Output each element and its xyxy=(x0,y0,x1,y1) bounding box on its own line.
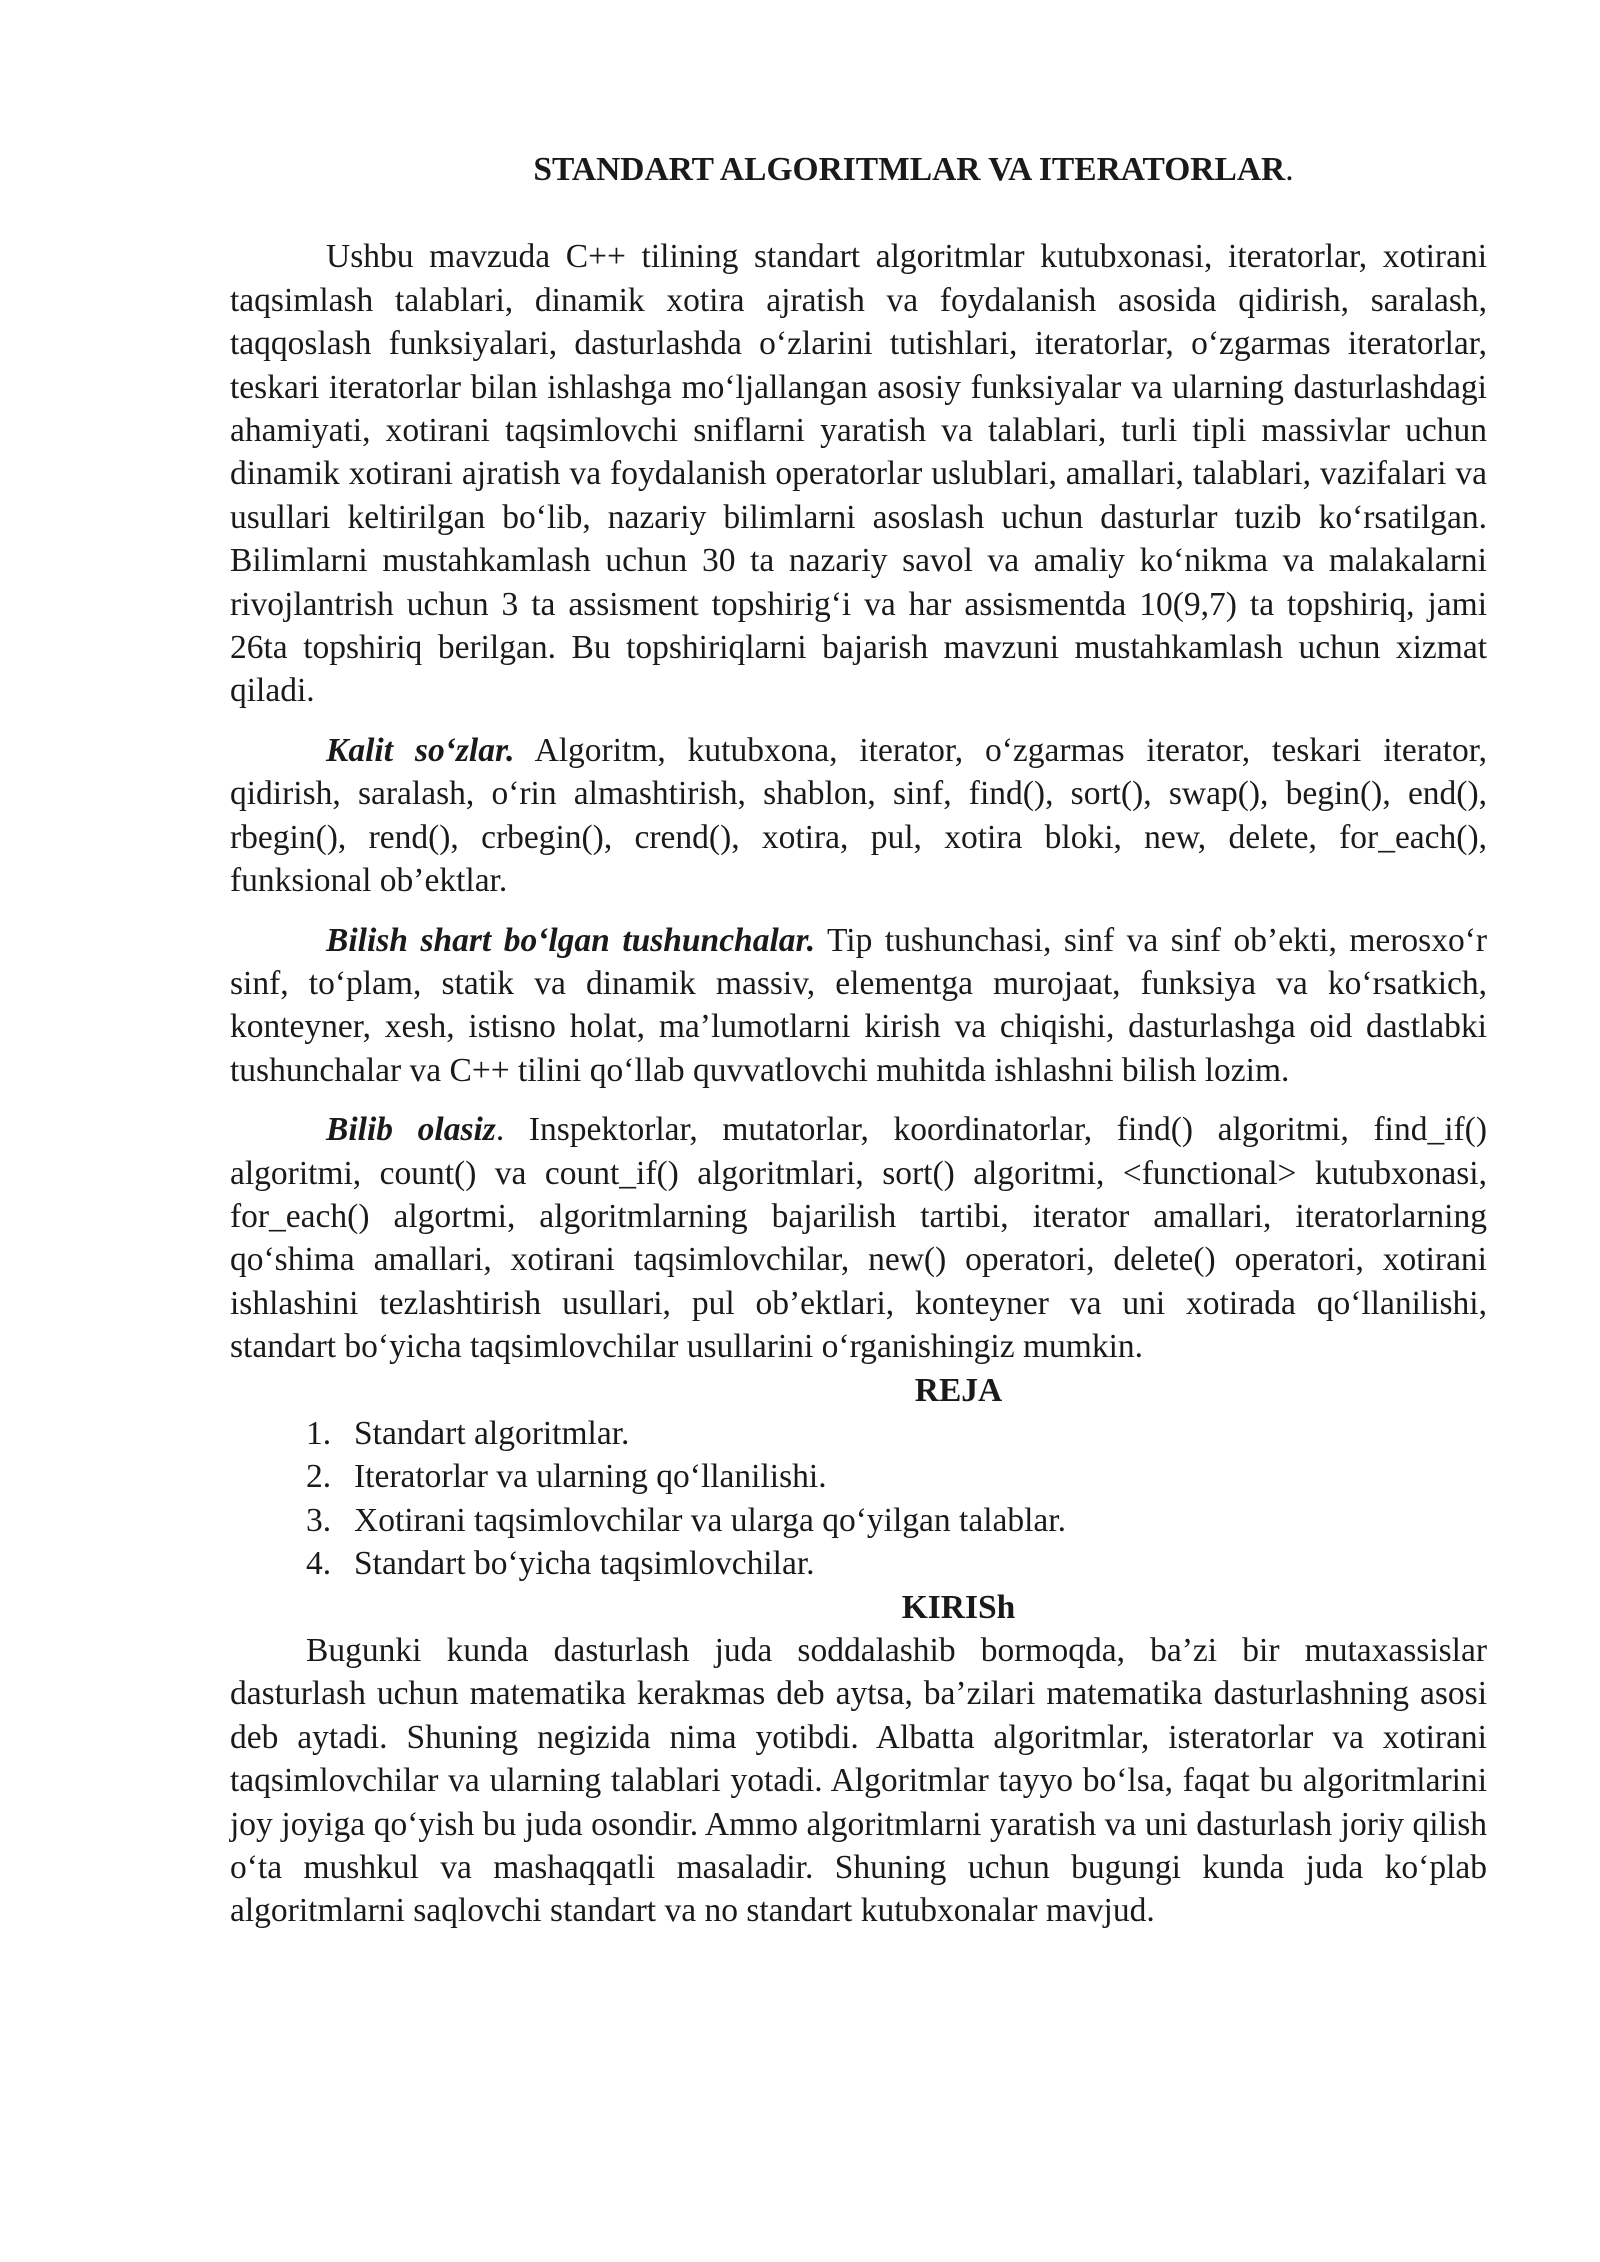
prerequisites-text: Tip tushunchasi, sinf va sinf ob’ekti, merosxo‘r sinf, to‘plam, statik va dinamik massiv, elementga murojaat, funksiya va ko‘rsatkich, konteyner, xesh, istisno holat, ma’lumotlarni kirish va chiqishi, dasturlashga oid dastlabki tushunchalar va C++ tilini qo‘llab quvvatlovchi muhitda ishlashni bilish lozim. xyxy=(230,921,1488,1089)
document-title xyxy=(230,148,1487,191)
plan-item-number: 3. xyxy=(306,1501,332,1539)
plan-item-text: Standart bo‘yicha taqsimlovchilar. xyxy=(354,1545,815,1583)
list-item xyxy=(306,1455,1487,1498)
title-text: STANDART ALGORITMLAR VA ITERATORLAR xyxy=(533,151,1286,188)
plan-item-number: 2. xyxy=(306,1458,332,1496)
intro-heading: KIRISh xyxy=(901,1588,1016,1626)
document-page xyxy=(230,148,1487,1933)
plan-item-text: Iteratorlar va ularning qo‘llanilishi. xyxy=(354,1458,827,1496)
keywords-paragraph xyxy=(230,729,1487,903)
plan-item-number: 1. xyxy=(306,1414,332,1452)
keywords-label: Kalit so‘zlar. xyxy=(326,731,515,769)
plan-heading: REJA xyxy=(914,1371,1003,1409)
title-dot: . xyxy=(1285,151,1294,188)
list-item xyxy=(306,1412,1487,1455)
list-item xyxy=(306,1499,1487,1542)
plan-item-number: 4. xyxy=(306,1545,332,1583)
intro-paragraph: Bugunki kunda dasturlash juda soddalashib bormoqda, ba’zi bir mutaxassislar dasturlash uchun matematika kerakmas deb aytsa, ba’zilari matematika dasturlashning asosi deb aytadi. Shuning negizida nima yotibdi. Albatta algoritmlar, isteratorlar va xotirani taqsimlovchilar va ularning talablari yotadi. Algoritmlar tayyo bo‘lsa, faqat bu algoritmlarini joy joyiga qo‘yish bu juda osondir. Ammo algoritmlarni yaratish va uni dasturlash joriy qilish o‘ta mushkul va mashaqqatli masaladir. Shuning uchun bugungi kunda juda ko‘plab algoritmlarni saqlovchi standart va no standart kutubxonalar mavjud. xyxy=(230,1632,1487,1930)
prerequisites-paragraph xyxy=(230,919,1487,1093)
learn-text: Inspektorlar, mutatorlar, koordinatorlar, find() algoritmi, find_if() algoritmi, count() va count_if() algoritmlari, sort() algoritmi, <functional> kutubxonasi, for_each() algortmi, algoritmlarning bajarilish tartibi, iterator amallari, iteratorlarning qo‘shima amallari, xotirani taqsimlovchilar, new() operatori, delete() operatori, xotirani ishlashini tezlashtirish usullari, pul ob’ektlari, konteyner va uni xotirada qo‘llanilishi, standart bo‘yicha taqsimlovchilar usullarini o‘rganishingiz mumkin. xyxy=(230,1111,1487,1366)
learn-dot: . xyxy=(495,1111,505,1149)
learn-label: Bilib olasiz xyxy=(326,1111,496,1149)
plan-item-text: Xotirani taqsimlovchilar va ularga qo‘yilgan talablar. xyxy=(354,1501,1066,1539)
prerequisites-label: Bilish shart bo‘lgan tushunchalar. xyxy=(326,921,816,959)
abstract-paragraph: Ushbu mavzuda C++ tilining standart algoritmlar kutubxonasi, iteratorlar, xotirani taqsimlash talablari, dinamik xotira ajratish va foydalanish asosida qidirish, saralash, taqqoslash funksiyalari, dasturlashda o‘zlarini tutishlari, iteratorlar, o‘zgarmas iteratorlar, teskari iteratorlar bilan ishlashga mo‘ljallangan asosiy funksiyalar va ularning dasturlashdagi ahamiyati, xotirani taqsimlovchi sniflarni yaratish va talablari, turli tipli massivlar uchun dinamik xotirani ajratish va foydalanish operatorlar uslublari, amallari, talablari, vazifalari va usullari keltirilgan bo‘lib, nazariy bilimlarni asoslash uchun dasturlar tuzib ko‘rsatilgan. Bilimlarni mustahkamlash uchun 30 ta nazariy savol va amaliy ko‘nikma va malakalarni rivojlantrish uchun 3 ta assisment topshirig‘i va har assismentda 10(9,7) ta topshiriq, jami 26ta topshiriq berilgan. Bu topshiriqlarni bajarish mavzuni mustahkamlash uchun xizmat qiladi. xyxy=(230,238,1487,710)
keywords-text: Algoritm, kutubxona, iterator, o‘zgarmas iterator, teskari iterator, qidirish, saralash, o‘rin almashtirish, shablon, sinf, find(), sort(), swap(), begin(), end(), rbegin(), rend(), crbegin(), crend(), xotira, pul, xotira bloki, new, delete, for_each(), funksional ob’ektlar. xyxy=(230,731,1487,900)
list-item xyxy=(306,1542,1487,1585)
learn-paragraph xyxy=(230,1108,1487,1368)
plan-item-text: Standart algoritmlar. xyxy=(354,1414,630,1452)
plan-list xyxy=(230,1412,1487,1586)
